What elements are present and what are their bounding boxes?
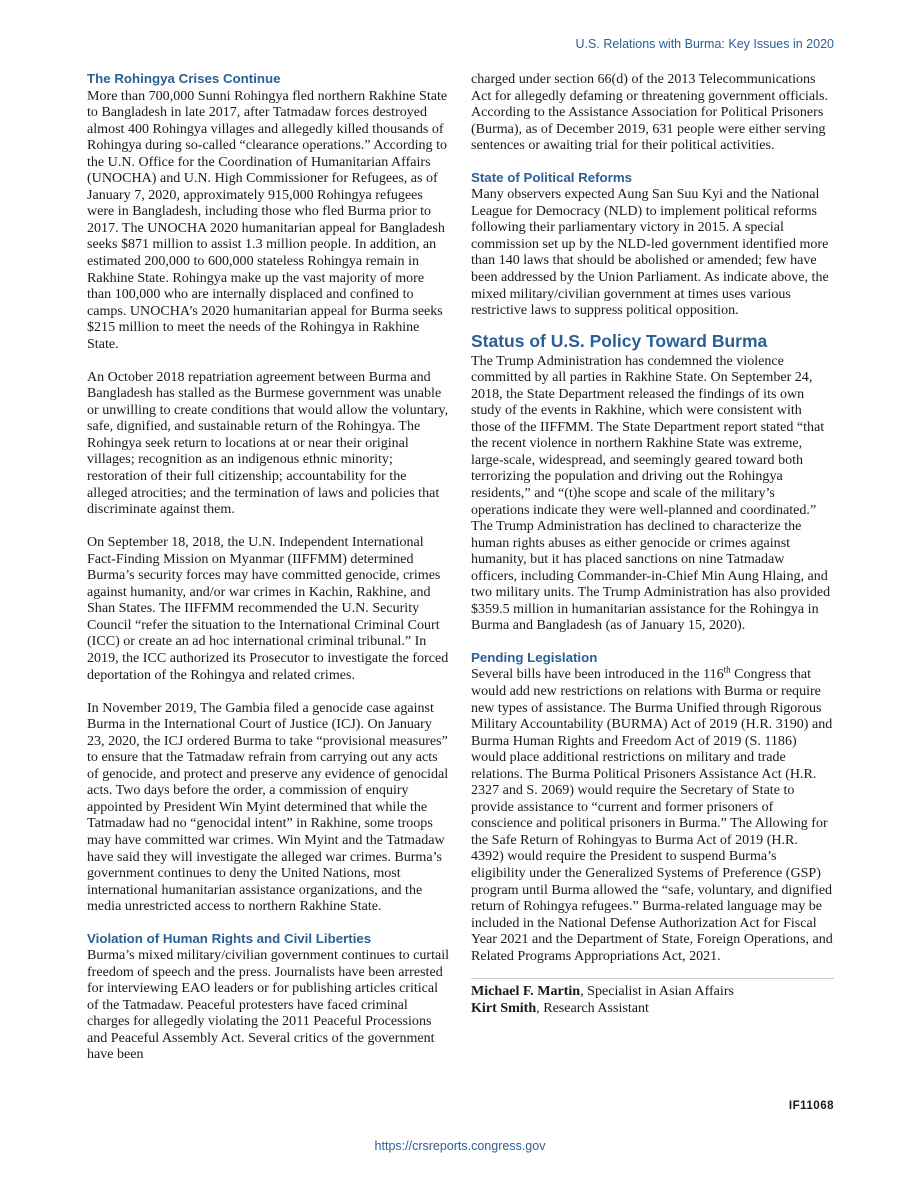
paragraph: Burma’s mixed military/civilian government continues to curtail freedom of speech and the press. Journalists have been arrested for interviewing EAO leaders or for publishing articles critical of the Tatmadaw. Peaceful protesters have faced criminal charges for allegedly violating the 2011 Peaceful Processions and Peaceful Assembly Act. Several critics of the government have been [87, 947, 450, 1063]
paragraph: Many observers expected Aung San Suu Kyi and the National League for Democracy (NLD) to implement political reforms following their parliamentary victory in 2015. A special commission set up by the NLD-led government identified more than 140 laws that should be abolished or amended; few have been addressed by the Union Parliament. As indicate above, the mixed military/civilian government at times uses various restrictive laws to suppress political opposition. [471, 186, 829, 319]
author-title: , Research Assistant [536, 999, 649, 1016]
paragraph: charged under section 66(d) of the 2013 Telecommunications Act for allegedly defaming or threatening government officials. According to the Assistance Association for Political Prisoners (Burma), as of December 2019, 631 people were either serving sentences or awaiting trial for their political activities. [471, 71, 829, 154]
main-heading-policy: Status of U.S. Policy Toward Burma [471, 330, 768, 351]
text-run: Several bills have been introduced in the 116 [471, 666, 724, 683]
author-divider [471, 978, 834, 979]
author-name: Kirt Smith [471, 999, 537, 1016]
author-title: , Specialist in Asian Affairs [580, 983, 734, 1000]
author-line [471, 983, 834, 1000]
running-header: U.S. Relations with Burma: Key Issues in 2020 [575, 37, 834, 51]
paragraph: The Trump Administration has condemned the violence committed by all parties in Rakhine State. On September 24, 2018, the State Department released the findings of its own study of the events in Rakhine, which were consistent with those of the IIFFMM. The State Department report stated “that the recent violence in northern Rakhine State was extreme, large-scale, widespread, and seemingly geared toward both terrorizing the population and driving out the Rohingya residents,” and “(t)he scope and scale of the military’s operations indicate they were well-planned and coordinated.” The Trump Administration has declined to characterize the human rights abuses as either genocide or crimes against humanity, but it has placed sanctions on nine Tatmadaw officers, including Commander-in-Chief Min Aung Hlaing, and two military units. The Trump Administration has also provided $359.5 million in humanitarian assistance for the Rohingya in Burma and Bangladesh (as of January 15, 2020). [471, 352, 831, 634]
paragraph: More than 700,000 Sunni Rohingya fled northern Rakhine State to Bangladesh in late 2017, after Tatmadaw forces destroyed almost 400 Rohingya villages and allegedly killed thousands of Rohingya during so-called “clearance operations.” According to the U.N. Office for the Coordination of Humanitarian Affairs (UNOCHA) and U.N. High Commissioner for Refugees, as of January 7, 2020, approximately 915,000 Rohingya refugees were in Bangladesh, including those who fled Burma prior to 2017. The UNOCHA 2020 humanitarian appeal for Bangladesh seeks $871 million to assist 1.3 million people. In addition, an estimated 200,000 to 600,000 stateless Rohingya remain in Rakhine State. Rohingya make up the vast majority of more than 100,000 who are internally displaced and confined to camps. UNOCHA’s 2020 humanitarian appeal for Burma seeks $215 million to meet the needs of the Rohingya in Rakhine State. [87, 87, 448, 352]
left-column [87, 71, 450, 1063]
document-id: IF11068 [788, 1100, 834, 1112]
section-heading-reforms: State of Political Reforms [471, 169, 633, 185]
paragraph: In November 2019, The Gambia filed a genocide case against Burma in the International Court of Justice (ICJ). On January 23, 2020, the ICJ ordered Burma to take “provisional measures” to ensure that the Tatmadaw refrain from carrying out any acts of genocide, and protect and preserve any evidence of genocidal acts. Two days before the order, a commission of enquiry appointed by President Win Myint determined that while the Tatmadaw had no “genocidal intent” in Rakhine, some troops may have committed war crimes. Win Myint and the Tatmadaw have said they will investigate the alleged war crimes. Burma’s government continues to deny the United Nations, most international humanitarian assistance organizations, and the media unrestricted access to northern Rakhine State. [87, 699, 449, 915]
section-heading-legislation: Pending Legislation [471, 649, 598, 665]
paragraph: An October 2018 repatriation agreement between Burma and Bangladesh has stalled as the Burmese government was unable or unwilling to create conditions that would allow the voluntary, safe, dignified, and sustainable return of the Rohingya. The Rohingya seek return to locations at or near their original villages; recognition as an indigenous ethnic minority; restoration of their full citizenship; accountability for the alleged atrocities; and the termination of laws and policies that discriminate against them. [87, 368, 449, 518]
section-heading-violation: Violation of Human Rights and Civil Liberties [87, 930, 372, 946]
superscript: th [723, 664, 731, 675]
author-name: Michael F. Martin [471, 983, 581, 1000]
section-heading-rohingya: The Rohingya Crises Continue [87, 71, 281, 86]
right-column [471, 71, 834, 1016]
paragraph: On September 18, 2018, the U.N. Independent International Fact-Finding Mission on Myanmar (IIFFMM) determined Burma’s security forces may have committed genocide, crimes against humanity, and/or war crimes in Kachin, Rakhine, and Shan States. The IIFFMM recommended the U.N. Security Council “refer the situation to the International Criminal Court (ICC) or create an ad hoc international criminal tribunal.” In 2019, the ICC authorized its Prosecutor to investigate the forced deportation of the Rohingya and related crimes. [87, 534, 449, 683]
paragraph [471, 666, 834, 964]
author-line [471, 1000, 834, 1017]
text-run: Congress that would add new restrictions on relations with Burma or require new types of assistance. The Burma Unified through Rigorous Military Accountability (BURMA) Act of 2019 (H.R. 3190) and Burma Human Rights and Freedom Act of 2019 (S. 1186) would place additional restrictions on military and trade relations. The Burma Political Prisoners Assistance Act (H.R. 2327 and S. 2069) would require the Secretary of State to provide assistance to “current and former prisoners of conscience and political prisoners in Burma.” The Allowing for the Safe Return of Rohingyas to Burma Act of 2019 (H.R. 4392) would require the President to suspend Burma’s eligibility under the Generalized Systems of Preference (GSP) program until Burma allowed the “safe, voluntary, and dignified return of Rohingya refugees.” Burma-related language may be included in the National Defense Authorization Act for Fiscal Year 2021 and the Department of State, Foreign Operations, and Related Programs Appropriations Act, 2021. [471, 666, 833, 964]
footer-link[interactable]: https://crsreports.congress.gov [374, 1139, 546, 1153]
